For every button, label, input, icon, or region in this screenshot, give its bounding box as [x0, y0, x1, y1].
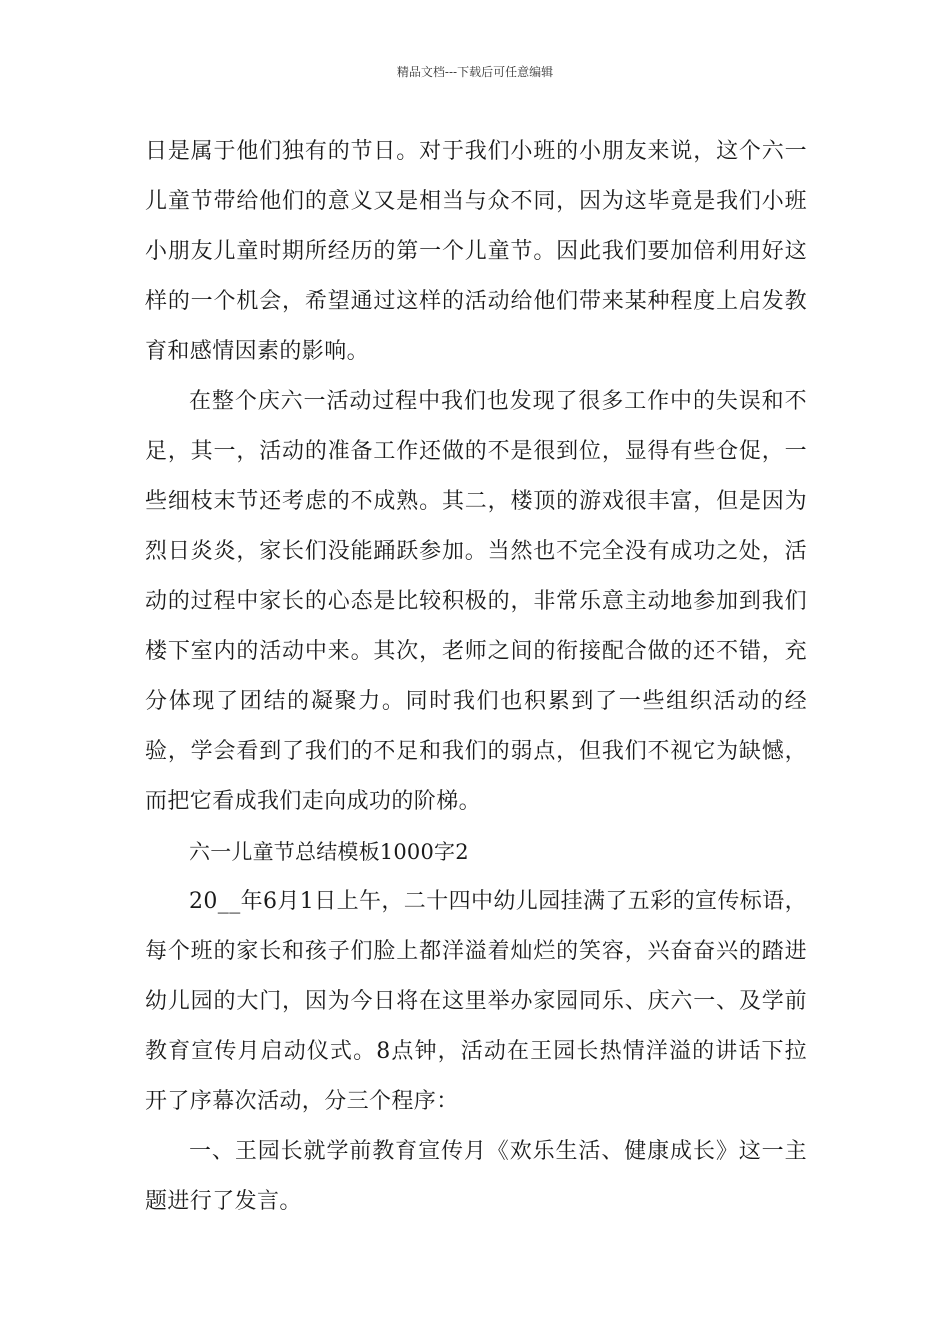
paragraph-reflection: 在整个庆六一活动过程中我们也发现了很多工作中的失误和不足，其一，活动的准备工作还做的不是很到位，显得有些仓促，一些细枝末节还考虑的不成熟。其二，楼顶的游戏很丰富，但是因为烈日炎炎，家长们没能踊跃参加。当然也不完全没有成功之处，活动的过程中家长的心态是比较积极的，非常乐意主动地参加到我们楼下室内的活动中来。其次，老师之间的衔接配合做的还不错，充分体现了团结的凝聚力。同时我们也积累到了一些组织活动的经验，学会看到了我们的不足和我们的弱点，但我们不视它为缺憾，而把它看成我们走向成功的阶梯。: [145, 389, 807, 814]
document-body: [145, 127, 807, 1227]
paragraph-continuation: 日是属于他们独有的节日。对于我们小班的小朋友来说，这个六一儿童节带给他们的意义又是相当与众不同，因为这毕竟是我们小班小朋友儿童时期所经历的第一个儿童节。因此我们要加倍利用好这样的一个机会，希望通过这样的活动给他们带来某种程度上启发教育和感情因素的影响。: [145, 139, 807, 364]
paragraph-event-intro: 20__年6月1日上午，二十四中幼儿园挂满了五彩的宣传标语，每个班的家长和孩子们脸上都洋溢着灿烂的笑容，兴奋奋兴的踏进幼儿园的大门，因为今日将在这里举办家园同乐、庆六一、及学前教育宣传月启动仪式。8点钟，活动在王园长热情洋溢的讲话下拉开了序幕次活动，分三个程序：: [145, 889, 807, 1114]
paragraph-program-item-1: 一、王园长就学前教育宣传月《欢乐生活、健康成长》这一主题进行了发言。: [145, 1139, 807, 1214]
section-heading: 六一儿童节总结模板1000字2: [189, 840, 469, 864]
page-header: 精品文档---下载后可任意编辑: [396, 65, 554, 79]
